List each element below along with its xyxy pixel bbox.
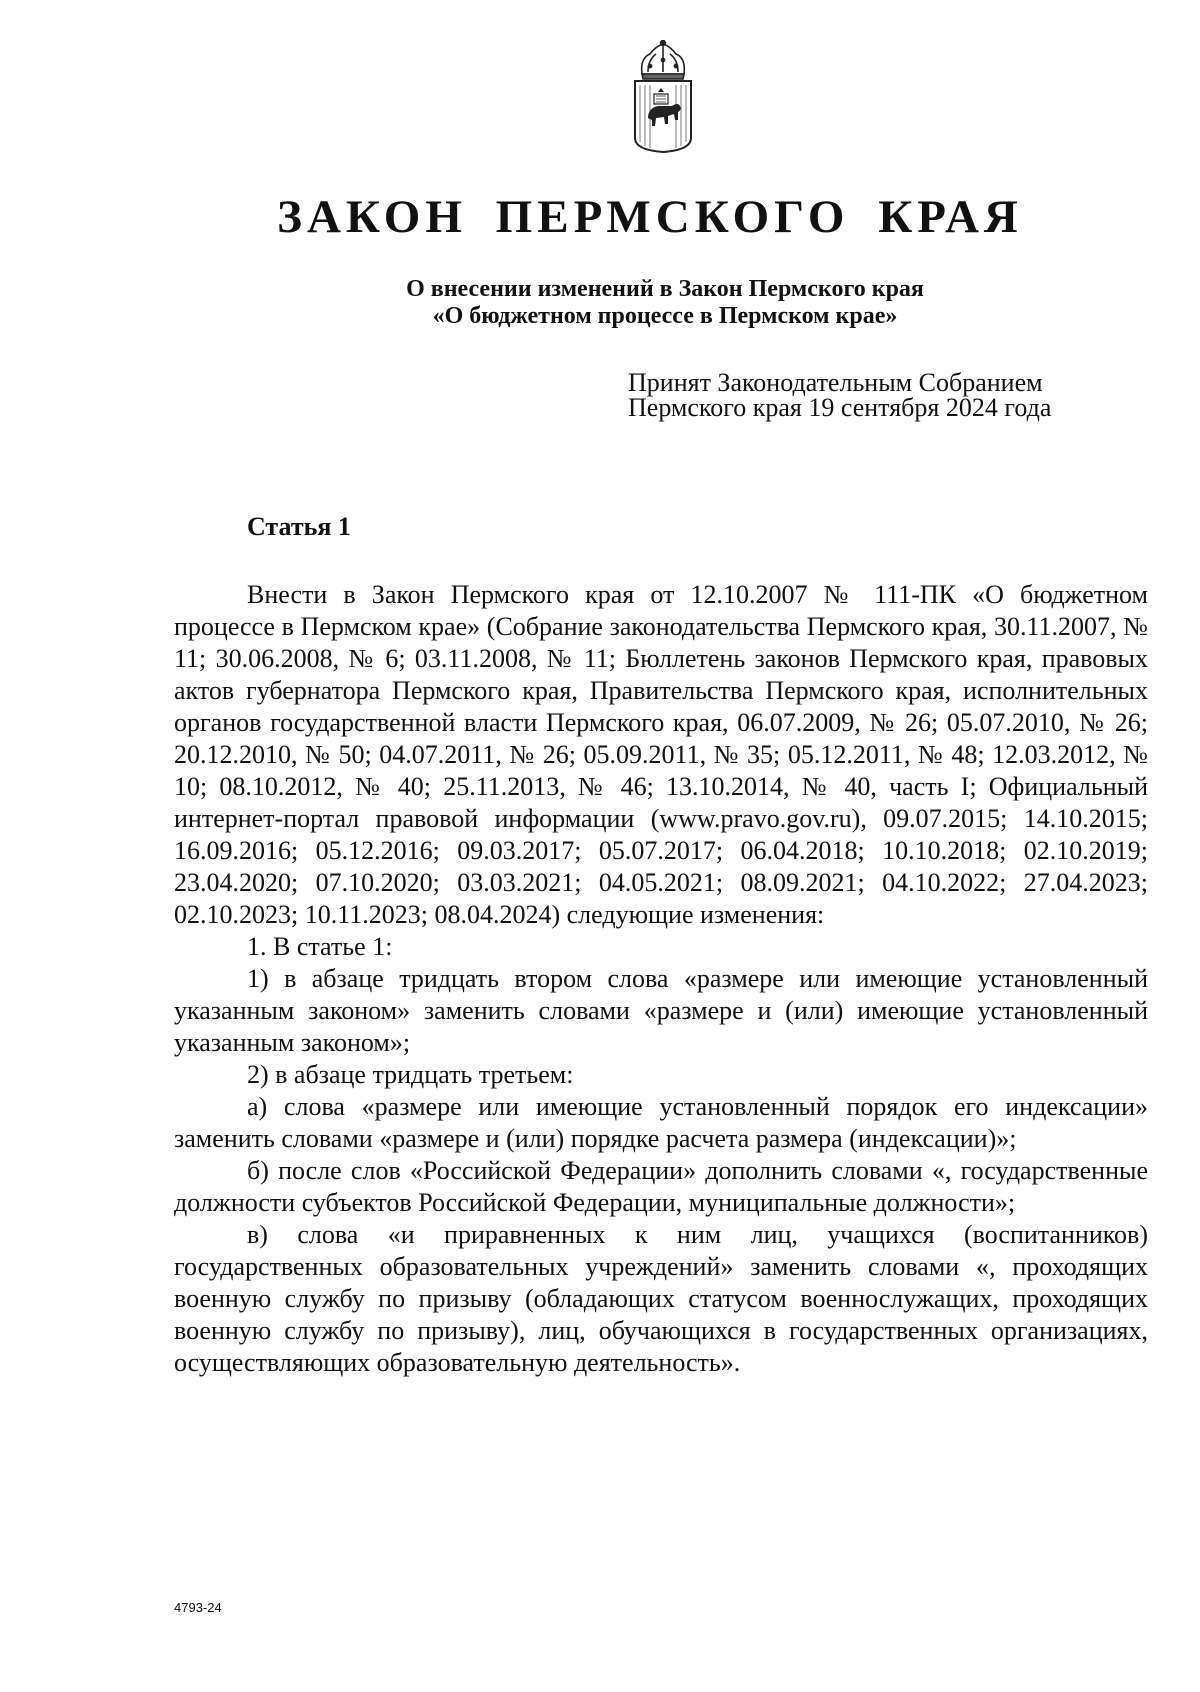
coat-of-arms-emblem [628, 40, 698, 154]
law-subtitle [360, 276, 970, 330]
article-heading: Статья 1 [247, 512, 351, 541]
paragraph: б) после слов «Российской Федерации» дополнить словами «, государственные должности субъектов Российской Федерации, муниципальные должности»; [174, 1156, 1148, 1217]
paragraph: 2) в абзаце тридцать третьем: [247, 1060, 574, 1089]
adoption-line: Принят Законодательным Собранием [628, 368, 1043, 397]
paragraph: Внести в Закон Пермского края от 12.10.2007 № 111-ПК «О бюджетном процессе в Пермском крае» (Собрание законодательства Пермского края, 30.11.2007, № 11; 30.06.2008, № 6; 03.11.2008, № 11; Бюллетень законов Пермского края, правовых актов губернатора Пермского края, Правительства Пермского края, исполнительных органов государственной власти Пермского края, 06.07.2009, № 26; 05.07.2010, № 26; 20.12.2010, № 50; 04.07.2011, № 26; 05.09.2011, № 35; 05.12.2011, № 48; 12.03.2012, № 10; 08.10.2012, № 40; 25.11.2013, № 46; 13.10.2014, № 40, часть I; Официальный интернет-портал правовой информации (www.pravo.gov.ru), 09.07.2015; 14.10.2015; 16.09.2016; 05.12.2016; 09.03.2017; 05.07.2017; 06.04.2018; 10.10.2018; 02.10.2019; 23.04.2020; 07.10.2020; 03.03.2021; 04.05.2021; 08.09.2021; 04.10.2022; 27.04.2023; 02.10.2023; 10.11.2023; 08.04.2024) следующие изменения: [174, 580, 1148, 929]
paragraph: а) слова «размере или имеющие установленный порядок его индексации» заменить словами «размере и (или) порядке расчета размера (индексации)»; [174, 1092, 1148, 1153]
subtitle-line: О внесении изменений в Закон Пермского края [406, 276, 924, 302]
subtitle-line: «О бюджетном процессе в Пермском крае» [432, 303, 898, 329]
adoption-line: Пермского края 19 сентября 2024 года [628, 393, 1052, 422]
adoption-note [628, 370, 1108, 420]
paragraph: 1) в абзаце тридцать втором слова «размере или имеющие установленный указанным законом» заменить словами «размере и (или) имеющие установленный указанным законом»; [174, 964, 1148, 1057]
document-code: 4793-24 [174, 1600, 222, 1615]
paragraph: 1. В статье 1: [247, 932, 393, 961]
law-title: ЗАКОН ПЕРМСКОГО КРАЯ [277, 191, 1023, 243]
article-body [174, 579, 1148, 1379]
paragraph: в) слова «и приравненных к ним лиц, учащихся (воспитанников) государственных образовательных учреждений» заменить словами «, проходящих военную службу по призыву (обладающих статусом военнослужащих, проходящих военную службу по призыву), лиц, обучающихся в государственных организациях, осуществляющих образовательную деятельность». [174, 1220, 1148, 1377]
